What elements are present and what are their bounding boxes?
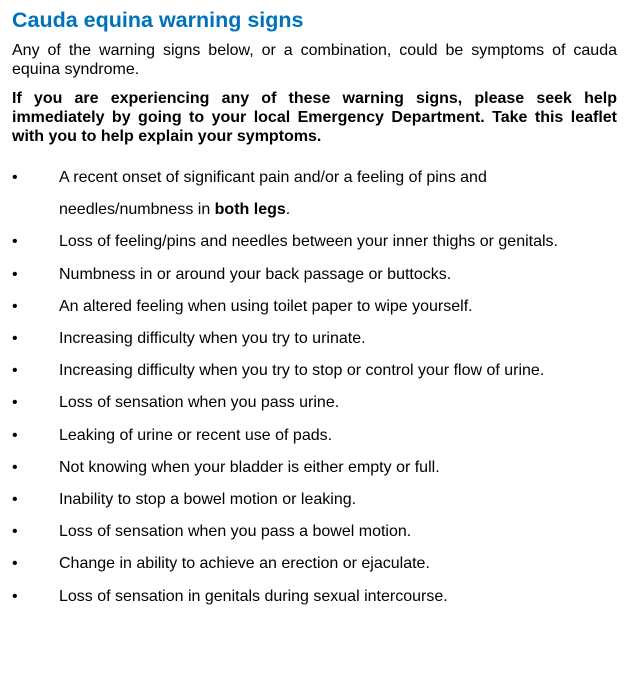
list-item	[12, 355, 617, 387]
list-item-text: Increasing difficulty when you try to urinate.	[59, 330, 366, 348]
bullet: •	[12, 426, 18, 444]
list-item	[12, 452, 617, 484]
emphasis-text: both legs	[214, 201, 286, 219]
list-item	[12, 516, 617, 548]
list-item-text: Loss of feeling/pins and needles between your inner thighs or genitals.	[59, 233, 558, 251]
bullet: •	[12, 523, 18, 541]
warning-paragraph: If you are experiencing any of these warning signs, please seek help immediately by going to your local Emergency Department. Take this leaflet with you to help explain your symptoms.	[12, 90, 617, 145]
leaflet-page	[12, 0, 617, 613]
list-item-text: Change in ability to achieve an erection or ejaculate.	[59, 555, 430, 573]
list-item	[12, 226, 617, 258]
bullet: •	[12, 233, 18, 251]
list-item	[12, 323, 617, 355]
list-item-text: An altered feeling when using toilet paper to wipe yourself.	[59, 297, 473, 315]
list-item-text: Loss of sensation when you pass a bowel motion.	[59, 523, 412, 541]
bullet: •	[12, 362, 18, 380]
list-item-text: Loss of sensation in genitals during sexual intercourse.	[59, 587, 448, 605]
bullet: •	[12, 491, 18, 509]
bullet: •	[12, 265, 18, 283]
bullet: •	[12, 330, 18, 348]
page-title: Cauda equina warning signs	[12, 8, 304, 32]
bullet: •	[12, 394, 18, 412]
list-item	[12, 259, 617, 291]
list-item	[12, 291, 617, 323]
intro-paragraph: Any of the warning signs below, or a combination, could be symptoms of cauda equina syndrome.	[12, 42, 617, 78]
list-item-text: Inability to stop a bowel motion or leaking.	[59, 491, 357, 509]
list-item	[12, 548, 617, 580]
list-item	[12, 420, 617, 452]
list-item	[12, 484, 617, 516]
list-item	[12, 581, 617, 613]
bullet: •	[12, 169, 18, 186]
list-item-text: A recent onset of significant pain and/or a feeling of pins and needles/numbness in both legs.	[59, 169, 487, 219]
bullet: •	[12, 458, 18, 476]
list-item-text: Not knowing when your bladder is either empty or full.	[59, 458, 440, 476]
list-item	[12, 387, 617, 419]
list-item-text: Numbness in or around your back passage or buttocks.	[59, 265, 452, 283]
bullet: •	[12, 555, 18, 573]
list-item	[12, 162, 617, 226]
list-item-text: Increasing difficulty when you try to stop or control your flow of urine.	[59, 362, 545, 380]
list-item-text: Loss of sensation when you pass urine.	[59, 394, 340, 412]
warning-signs-list	[12, 162, 617, 613]
list-item-text: Leaking of urine or recent use of pads.	[59, 426, 333, 444]
bullet: •	[12, 297, 18, 315]
bullet: •	[12, 587, 18, 605]
